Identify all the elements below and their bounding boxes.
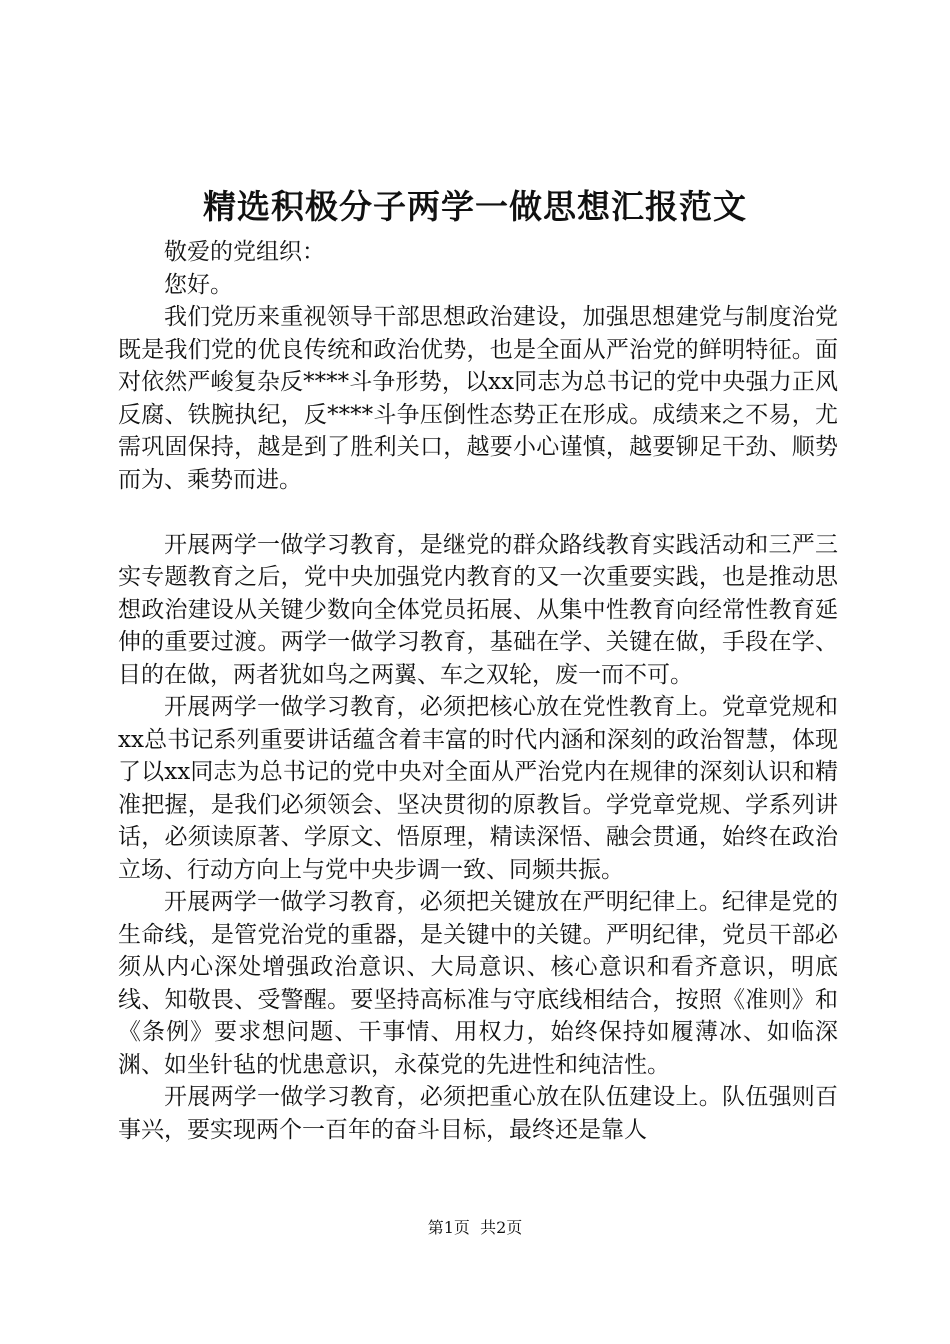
paragraph-1: 我们党历来重视领导干部思想政治建设，加强思想建党与制度治党既是我们党的优良传统和政治优势，也是全面从严治党的鲜明特征。面对依然严峻复杂反****斗争形势，以xx同志为总书记的党中央强力正风反腐、铁腕执纪，反****斗争压倒性态势正在形成。成绩来之不易，尤需巩固保持，越是到了胜利关口，越要小心谨慎，越要铆足干劲、顺势而为、乘势而进。 — [118, 304, 838, 493]
greeting: 您好。 — [164, 271, 233, 298]
document-title: 精选积极分子两学一做思想汇报范文 — [203, 187, 747, 226]
paragraph-5: 开展两学一做学习教育，必须把重心放在队伍建设上。队伍强则百事兴，要实现两个一百年的奋斗目标，最终还是靠人 — [118, 1084, 838, 1143]
paragraph-2: 开展两学一做学习教育，是继党的群众路线教育实践活动和三严三实专题教育之后，党中央加强党内教育的又一次重要实践，也是推动思想政治建设从关键少数向全体党员拓展、从集中性教育向经常性教育延伸的重要过渡。两学一做学习教育，基础在学、关键在做，手段在学、目的在做，两者犹如鸟之两翼、车之双轮，废一而不可。 — [118, 531, 838, 688]
salutation: 敬爱的党组织： — [164, 239, 325, 265]
paragraph-3: 开展两学一做学习教育，必须把核心放在党性教育上。党章党规和xx总书记系列重要讲话蕴含着丰富的时代内涵和深刻的政治智慧，体现了以xx同志为总书记的党中央对全面从严治党内在规律的深刻认识和精准把握，是我们必须领会、坚决贯彻的原教旨。学党章党规、学系列讲话，必须读原著、学原文、悟原理，精读深悟、融会贯通，始终在政治立场、行动方向上与党中央步调一致、同频共振。 — [118, 694, 838, 883]
document-body — [118, 236, 838, 1146]
page-number-footer: 第1页 共2页 — [427, 1218, 523, 1237]
paragraph-4: 开展两学一做学习教育，必须把关键放在严明纪律上。纪律是党的生命线，是管党治党的重器，是关键中的关键。严明纪律，党员干部必须从内心深处增强政治意识、大局意识、核心意识和看齐意识，明底线、知敬畏、受警醒。要坚持高标准与守底线相结合，按照《准则》和《条例》要求想问题、干事情、用权力，始终保持如履薄冰、如临深渊、如坐针毡的忧患意识，永葆党的先进性和纯洁性。 — [118, 889, 838, 1078]
